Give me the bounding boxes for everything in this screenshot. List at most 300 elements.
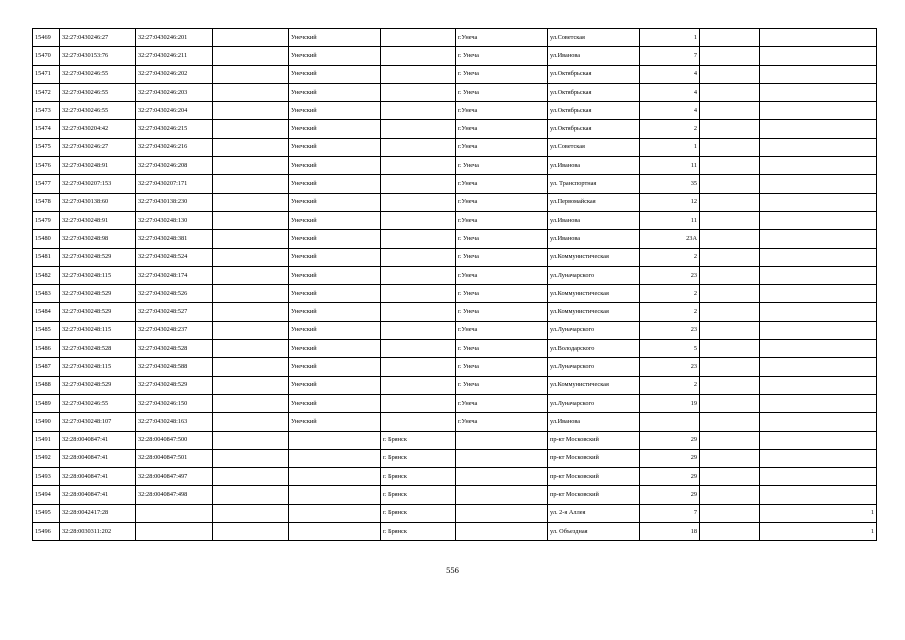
extra-value: [760, 266, 877, 284]
cadastral-number: 32:27:0430246:55: [60, 394, 136, 412]
street-cell: ул.Октябрьская: [548, 83, 640, 101]
object-cadastral-number: 32:27:0430246:203: [136, 83, 213, 101]
row-number: 15482: [33, 266, 60, 284]
house-number: 18: [640, 523, 700, 541]
street-cell: ул.Октябрьская: [548, 65, 640, 83]
house-number: 2: [640, 248, 700, 266]
city-cell: г. Брянск: [381, 486, 456, 504]
table-row: [33, 65, 877, 83]
city-cell: г. Брянск: [381, 523, 456, 541]
cadastral-number: 32:27:0430246:27: [60, 138, 136, 156]
table-row: [33, 29, 877, 47]
settlement-cell: [456, 486, 548, 504]
extra-cell: [700, 29, 760, 47]
district-cell: [289, 504, 381, 522]
settlement-cell: г. Унеча: [456, 303, 548, 321]
street-cell: ул.Коммунистическая: [548, 303, 640, 321]
street-cell: ул. 2-я Аллея: [548, 504, 640, 522]
object-cadastral-number: 32:27:0430246:202: [136, 65, 213, 83]
settlement-cell: г. Унеча: [456, 248, 548, 266]
register-table: [32, 28, 877, 541]
district-cell: Унечский: [289, 138, 381, 156]
district-cell: Унечский: [289, 157, 381, 175]
table-row: [33, 193, 877, 211]
row-number: 15469: [33, 29, 60, 47]
table-row: [33, 523, 877, 541]
city-cell: г. Брянск: [381, 431, 456, 449]
table-row: [33, 394, 877, 412]
empty-cell: [213, 102, 289, 120]
extra-value: [760, 65, 877, 83]
district-cell: [289, 449, 381, 467]
table-row: [33, 358, 877, 376]
district-cell: [289, 468, 381, 486]
extra-value: 1: [760, 504, 877, 522]
street-cell: пр-кт Московский: [548, 468, 640, 486]
city-cell: [381, 102, 456, 120]
city-cell: [381, 65, 456, 83]
empty-cell: [213, 47, 289, 65]
city-cell: [381, 303, 456, 321]
row-number: 15477: [33, 175, 60, 193]
city-cell: [381, 138, 456, 156]
city-cell: г. Брянск: [381, 449, 456, 467]
extra-cell: [700, 248, 760, 266]
settlement-cell: г.Унеча: [456, 29, 548, 47]
object-cadastral-number: 32:27:0430246:204: [136, 102, 213, 120]
row-number: 15470: [33, 47, 60, 65]
object-cadastral-number: 32:27:0430248:528: [136, 340, 213, 358]
row-number: 15484: [33, 303, 60, 321]
object-cadastral-number: 32:27:0430248:526: [136, 285, 213, 303]
extra-value: [760, 358, 877, 376]
house-number: 23А: [640, 230, 700, 248]
row-number: 15471: [33, 65, 60, 83]
settlement-cell: г. Унеча: [456, 47, 548, 65]
row-number: 15481: [33, 248, 60, 266]
district-cell: Унечский: [289, 175, 381, 193]
empty-cell: [213, 29, 289, 47]
district-cell: Унечский: [289, 83, 381, 101]
row-number: 15491: [33, 431, 60, 449]
extra-value: [760, 83, 877, 101]
house-number: 2: [640, 303, 700, 321]
settlement-cell: г.Унеча: [456, 102, 548, 120]
cadastral-number: 32:27:0430248:529: [60, 303, 136, 321]
district-cell: Унечский: [289, 120, 381, 138]
extra-cell: [700, 230, 760, 248]
city-cell: [381, 230, 456, 248]
cadastral-number: 32:27:0430248:115: [60, 321, 136, 339]
empty-cell: [213, 120, 289, 138]
empty-cell: [213, 413, 289, 431]
district-cell: Унечский: [289, 394, 381, 412]
street-cell: ул.Коммунистическая: [548, 285, 640, 303]
city-cell: [381, 29, 456, 47]
row-number: 15494: [33, 486, 60, 504]
extra-cell: [700, 358, 760, 376]
object-cadastral-number: 32:28:0040847:500: [136, 431, 213, 449]
empty-cell: [213, 303, 289, 321]
object-cadastral-number: 32:27:0430246:211: [136, 47, 213, 65]
street-cell: ул.Октябрьская: [548, 120, 640, 138]
extra-cell: [700, 303, 760, 321]
extra-value: [760, 193, 877, 211]
empty-cell: [213, 65, 289, 83]
object-cadastral-number: 32:27:0430248:527: [136, 303, 213, 321]
extra-value: [760, 211, 877, 229]
cadastral-number: 32:27:0430207:153: [60, 175, 136, 193]
street-cell: ул.Первомайская: [548, 193, 640, 211]
house-number: 1: [640, 138, 700, 156]
settlement-cell: г. Унеча: [456, 157, 548, 175]
house-number: 11: [640, 211, 700, 229]
house-number: 23: [640, 321, 700, 339]
extra-cell: [700, 376, 760, 394]
street-cell: ул.Коммунистическая: [548, 376, 640, 394]
extra-value: [760, 468, 877, 486]
city-cell: [381, 266, 456, 284]
district-cell: [289, 486, 381, 504]
city-cell: [381, 193, 456, 211]
table-row: [33, 431, 877, 449]
cadastral-number: 32:27:0430246:55: [60, 102, 136, 120]
house-number: 4: [640, 83, 700, 101]
extra-value: [760, 248, 877, 266]
house-number: 2: [640, 376, 700, 394]
district-cell: Унечский: [289, 102, 381, 120]
house-number: 5: [640, 340, 700, 358]
empty-cell: [213, 468, 289, 486]
street-cell: пр-кт Московский: [548, 449, 640, 467]
city-cell: [381, 211, 456, 229]
empty-cell: [213, 266, 289, 284]
settlement-cell: [456, 523, 548, 541]
object-cadastral-number: 32:27:0430248:524: [136, 248, 213, 266]
cadastral-number: 32:27:0430246:55: [60, 83, 136, 101]
city-cell: [381, 413, 456, 431]
extra-value: [760, 486, 877, 504]
city-cell: [381, 376, 456, 394]
table-row: [33, 266, 877, 284]
row-number: 15495: [33, 504, 60, 522]
extra-cell: [700, 285, 760, 303]
district-cell: Унечский: [289, 230, 381, 248]
cadastral-number: 32:28:0040847:41: [60, 449, 136, 467]
house-number: 11: [640, 157, 700, 175]
object-cadastral-number: 32:27:0430248:174: [136, 266, 213, 284]
extra-value: [760, 303, 877, 321]
empty-cell: [213, 449, 289, 467]
row-number: 15488: [33, 376, 60, 394]
cadastral-number: 32:27:0430248:98: [60, 230, 136, 248]
city-cell: [381, 340, 456, 358]
object-cadastral-number: 32:27:0430246:150: [136, 394, 213, 412]
extra-cell: [700, 321, 760, 339]
district-cell: [289, 523, 381, 541]
settlement-cell: г.Унеча: [456, 211, 548, 229]
settlement-cell: г. Унеча: [456, 340, 548, 358]
extra-cell: [700, 193, 760, 211]
house-number: 29: [640, 431, 700, 449]
extra-cell: [700, 486, 760, 504]
settlement-cell: г. Унеча: [456, 285, 548, 303]
city-cell: [381, 83, 456, 101]
street-cell: ул.Коммунистическая: [548, 248, 640, 266]
table-row: [33, 449, 877, 467]
street-cell: ул.Иванова: [548, 413, 640, 431]
table-row: [33, 211, 877, 229]
table-row: [33, 376, 877, 394]
table-row: [33, 120, 877, 138]
cadastral-number: 32:28:0040847:41: [60, 468, 136, 486]
object-cadastral-number: [136, 504, 213, 522]
cadastral-number: 32:28:0030311:202: [60, 523, 136, 541]
street-cell: пр-кт Московский: [548, 486, 640, 504]
cadastral-number: 32:27:0430248:107: [60, 413, 136, 431]
empty-cell: [213, 486, 289, 504]
object-cadastral-number: 32:27:0430248:130: [136, 211, 213, 229]
cadastral-number: 32:27:0430248:529: [60, 285, 136, 303]
extra-cell: [700, 266, 760, 284]
extra-cell: [700, 468, 760, 486]
object-cadastral-number: 32:27:0430207:171: [136, 175, 213, 193]
settlement-cell: [456, 468, 548, 486]
extra-value: [760, 29, 877, 47]
extra-value: [760, 321, 877, 339]
street-cell: ул.Луначарского: [548, 321, 640, 339]
district-cell: Унечский: [289, 248, 381, 266]
district-cell: Унечский: [289, 340, 381, 358]
district-cell: [289, 431, 381, 449]
extra-cell: [700, 340, 760, 358]
city-cell: [381, 157, 456, 175]
extra-value: [760, 230, 877, 248]
extra-value: [760, 394, 877, 412]
city-cell: [381, 321, 456, 339]
extra-value: [760, 340, 877, 358]
cadastral-number: 32:27:0430248:91: [60, 211, 136, 229]
house-number: 23: [640, 358, 700, 376]
row-number: 15473: [33, 102, 60, 120]
row-number: 15483: [33, 285, 60, 303]
city-cell: г. Брянск: [381, 504, 456, 522]
street-cell: ул. Транспортная: [548, 175, 640, 193]
extra-value: [760, 138, 877, 156]
house-number: 35: [640, 175, 700, 193]
settlement-cell: г.Унеча: [456, 413, 548, 431]
empty-cell: [213, 248, 289, 266]
table-row: [33, 175, 877, 193]
settlement-cell: г. Унеча: [456, 376, 548, 394]
house-number: 19: [640, 394, 700, 412]
extra-cell: [700, 102, 760, 120]
table-row: [33, 321, 877, 339]
object-cadastral-number: 32:27:0430246:215: [136, 120, 213, 138]
city-cell: г. Брянск: [381, 468, 456, 486]
house-number: 2: [640, 120, 700, 138]
cadastral-number: 32:27:0430248:91: [60, 157, 136, 175]
extra-value: [760, 47, 877, 65]
extra-cell: [700, 83, 760, 101]
table-body: [33, 29, 877, 541]
object-cadastral-number: [136, 523, 213, 541]
city-cell: [381, 120, 456, 138]
settlement-cell: г.Унеча: [456, 266, 548, 284]
row-number: 15496: [33, 523, 60, 541]
row-number: 15485: [33, 321, 60, 339]
street-cell: ул. Объездная: [548, 523, 640, 541]
city-cell: [381, 47, 456, 65]
settlement-cell: г.Унеча: [456, 138, 548, 156]
empty-cell: [213, 157, 289, 175]
object-cadastral-number: 32:27:0430248:163: [136, 413, 213, 431]
page-number: 556: [446, 565, 459, 575]
extra-cell: [700, 394, 760, 412]
extra-value: [760, 449, 877, 467]
district-cell: Унечский: [289, 47, 381, 65]
table-row: [33, 468, 877, 486]
house-number: 7: [640, 47, 700, 65]
empty-cell: [213, 394, 289, 412]
extra-value: [760, 376, 877, 394]
district-cell: Унечский: [289, 29, 381, 47]
row-number: 15480: [33, 230, 60, 248]
object-cadastral-number: 32:27:0430246:201: [136, 29, 213, 47]
settlement-cell: г.Унеча: [456, 120, 548, 138]
extra-cell: [700, 523, 760, 541]
empty-cell: [213, 431, 289, 449]
table-row: [33, 285, 877, 303]
extra-cell: [700, 120, 760, 138]
district-cell: Унечский: [289, 65, 381, 83]
row-number: 15493: [33, 468, 60, 486]
district-cell: Унечский: [289, 413, 381, 431]
city-cell: [381, 248, 456, 266]
house-number: 23: [640, 266, 700, 284]
street-cell: ул.Иванова: [548, 211, 640, 229]
cadastral-number: 32:28:0040847:41: [60, 431, 136, 449]
house-number: 29: [640, 468, 700, 486]
cadastral-number: 32:27:0430248:528: [60, 340, 136, 358]
extra-value: [760, 285, 877, 303]
table-row: [33, 504, 877, 522]
table-row: [33, 303, 877, 321]
extra-cell: [700, 138, 760, 156]
object-cadastral-number: 32:27:0430248:381: [136, 230, 213, 248]
cadastral-number: 32:27:0430246:27: [60, 29, 136, 47]
district-cell: Унечский: [289, 193, 381, 211]
city-cell: [381, 285, 456, 303]
house-number: 29: [640, 449, 700, 467]
empty-cell: [213, 321, 289, 339]
object-cadastral-number: 32:27:0430248:529: [136, 376, 213, 394]
settlement-cell: [456, 431, 548, 449]
table-row: [33, 413, 877, 431]
table-row: [33, 230, 877, 248]
city-cell: [381, 175, 456, 193]
street-cell: ул.Володарского: [548, 340, 640, 358]
district-cell: Унечский: [289, 376, 381, 394]
object-cadastral-number: 32:27:0430248:237: [136, 321, 213, 339]
cadastral-number: 32:27:0430248:115: [60, 358, 136, 376]
extra-cell: [700, 175, 760, 193]
row-number: 15474: [33, 120, 60, 138]
empty-cell: [213, 358, 289, 376]
row-number: 15492: [33, 449, 60, 467]
cadastral-number: 32:27:0430138:60: [60, 193, 136, 211]
table-row: [33, 157, 877, 175]
house-number: 1: [640, 29, 700, 47]
extra-cell: [700, 65, 760, 83]
object-cadastral-number: 32:27:0430248:588: [136, 358, 213, 376]
extra-cell: [700, 431, 760, 449]
row-number: 15490: [33, 413, 60, 431]
street-cell: ул.Советская: [548, 29, 640, 47]
house-number: 12: [640, 193, 700, 211]
house-number: 4: [640, 65, 700, 83]
street-cell: пр-кт Московский: [548, 431, 640, 449]
extra-value: [760, 413, 877, 431]
extra-value: [760, 120, 877, 138]
extra-value: [760, 175, 877, 193]
street-cell: ул.Иванова: [548, 230, 640, 248]
empty-cell: [213, 211, 289, 229]
cadastral-number: 32:28:0042417:28: [60, 504, 136, 522]
house-number: 29: [640, 486, 700, 504]
extra-value: 1: [760, 523, 877, 541]
cadastral-number: 32:27:0430248:529: [60, 376, 136, 394]
cadastral-number: 32:27:0430248:529: [60, 248, 136, 266]
table-row: [33, 340, 877, 358]
empty-cell: [213, 285, 289, 303]
district-cell: Унечский: [289, 358, 381, 376]
street-cell: ул.Иванова: [548, 47, 640, 65]
settlement-cell: г.Унеча: [456, 394, 548, 412]
settlement-cell: г. Унеча: [456, 230, 548, 248]
extra-value: [760, 102, 877, 120]
cadastral-number: 32:27:0430153:76: [60, 47, 136, 65]
extra-cell: [700, 211, 760, 229]
district-cell: Унечский: [289, 321, 381, 339]
row-number: 15476: [33, 157, 60, 175]
empty-cell: [213, 83, 289, 101]
cadastral-number: 32:27:0430204:42: [60, 120, 136, 138]
empty-cell: [213, 376, 289, 394]
empty-cell: [213, 138, 289, 156]
cadastral-number: 32:27:0430248:115: [60, 266, 136, 284]
house-number: 7: [640, 504, 700, 522]
extra-cell: [700, 413, 760, 431]
settlement-cell: [456, 504, 548, 522]
settlement-cell: г.Унеча: [456, 193, 548, 211]
table-row: [33, 138, 877, 156]
district-cell: Унечский: [289, 266, 381, 284]
table-row: [33, 248, 877, 266]
empty-cell: [213, 523, 289, 541]
row-number: 15472: [33, 83, 60, 101]
settlement-cell: г. Унеча: [456, 358, 548, 376]
table-row: [33, 83, 877, 101]
empty-cell: [213, 504, 289, 522]
extra-value: [760, 431, 877, 449]
street-cell: ул.Иванова: [548, 157, 640, 175]
district-cell: Унечский: [289, 303, 381, 321]
empty-cell: [213, 230, 289, 248]
empty-cell: [213, 340, 289, 358]
street-cell: ул.Луначарского: [548, 266, 640, 284]
city-cell: [381, 394, 456, 412]
